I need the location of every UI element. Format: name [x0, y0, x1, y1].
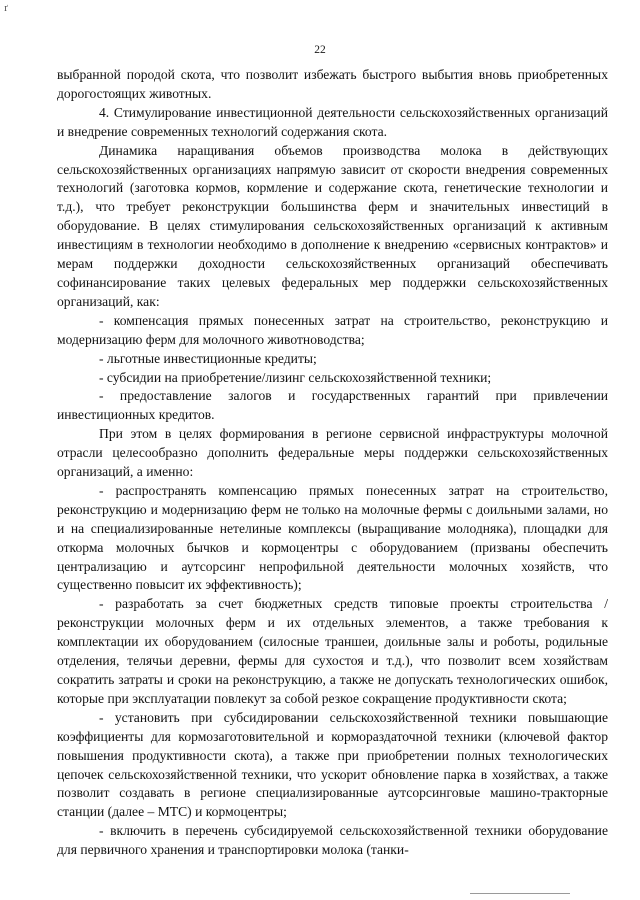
paragraph-dynamics: Динамика наращивания объемов производства молока в действующих сельскохозяйственных организациях напрямую зависит от скорости внедрения современных технологий (заготовка кормов, кормление и содержание скота, генетические технологии и т.д.), что требует реконструкции большинства ферм и значительных инвестиций в оборудование. В целях стимулирования сельскохозяйственных организаций к активным инвестициям в технологии необходимо в дополнение к внедрению «сервисных контрактов» и мерам поддержки доходности сельскохозяйственных организаций обеспечивать софинансирование таких целевых федеральных мер поддержки сельскохозяйственных организаций, как:: [57, 142, 608, 309]
corner-mark: ґ: [4, 2, 8, 14]
list-item-guarantees: - предоставление залогов и государственных гарантий при привлечении инвестиционных кредитов.: [57, 388, 608, 423]
list-item-extend-compensation: - распространять компенсацию прямых понесенных затрат на строительство, реконструкцию и модернизацию ферм не только на молочные фермы с доильными залами, но и на специализированные нетелиные комплексы (выращивание молодняка), площадки для откорма молочных бычков и кормоцентры с оборудованием (призваны обеспечить централизацию и аутсорсинг непрофильной деятельности молочных хозяйств, что существенно повысит их эффективность);: [57, 482, 608, 593]
list-item-subsidies: - субсидии на приобретение/лизинг сельскохозяйственной техники;: [99, 369, 492, 385]
paragraph-service-infrastructure: При этом в целях формирования в регионе сервисной инфраструктуры молочной отрасли целесообразно дополнить федеральные меры поддержки сельскохозяйственных организаций, а именно:: [57, 426, 608, 480]
list-item-credits: - льготные инвестиционные кредиты;: [99, 350, 317, 366]
page-number: 22: [314, 44, 326, 56]
list-item-coefficients: - установить при субсидировании сельскохозяйственной техники повышающие коэффициенты для кормозаготовительной и кормораздаточной техники (ключевой фактор повышения продуктивности скота), а также при приобретении полных технологических цепочек сельскохозяйственной техники, что ускорит обновление парка в хозяйствах, а также позволит создавать в регионе специализированные аутсорсинговые машино-тракторные станции (далее – МТС) и кормоцентры;: [57, 709, 608, 820]
list-item-milk-equipment: - включить в перечень субсидируемой сельскохозяйственной техники оборудование для первичного хранения и транспортировки молока (танки-: [57, 823, 608, 858]
list-item-standard-projects: - разработать за счет бюджетных средств типовые проекты строительства / реконструкции молочных ферм и их отдельных элементов, а также требования к комплектации их оборудованием (силосные траншеи, доильные залы и роботы, родильные отделения, телячьи деревни, фермы для сухостоя и т.д.), что позволит всем хозяйствам сократить затраты и сроки на реконструкцию, а также не допускать технологических ошибок, которые при эксплуатации повлекут за собой резкое сокращение продуктивности скота;: [57, 596, 608, 706]
paragraph-continuation: выбранной породой скота, что позволит избежать быстрого выбытия вновь приобретенных дорогостоящих животных.: [57, 67, 608, 101]
body-text: [57, 66, 608, 860]
section-heading-4: 4. Стимулирование инвестиционной деятельности сельскохозяйственных организаций и внедрение современных технологий содержания скота.: [57, 104, 608, 139]
list-item-compensation: - компенсация прямых понесенных затрат на строительство, реконструкцию и модернизацию ферм для молочного животноводства;: [57, 312, 608, 347]
bottom-rule: [470, 893, 570, 894]
